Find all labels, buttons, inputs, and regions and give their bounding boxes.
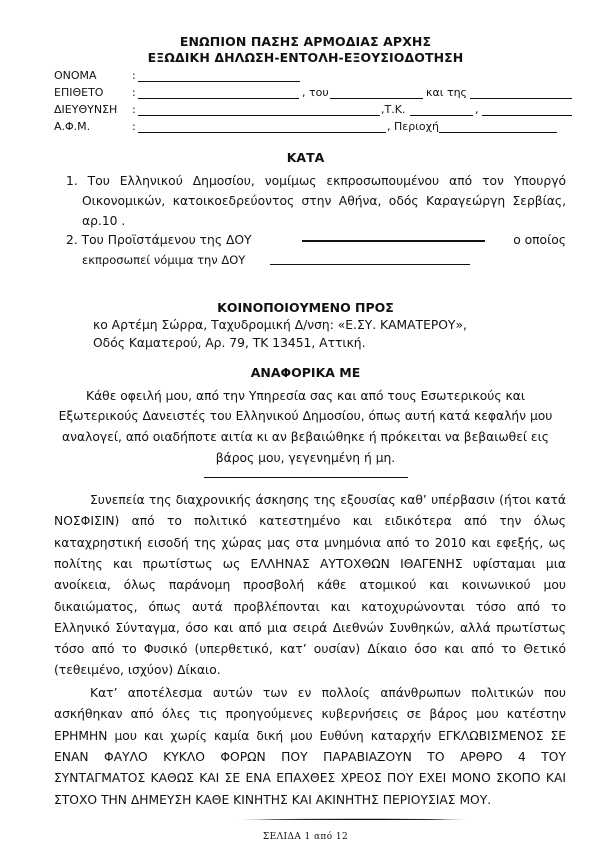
father-of-label: , του <box>302 86 329 99</box>
para2-line: Κατ’ αποτέλεσμα αυτών των εν πολλοίς απάνθρωπων πολιτικών που <box>90 686 566 700</box>
para2-line: ασκήθηκαν από όλες τις προηγούμενες κυβερνήσεις σε βάρος μου κατέστην <box>54 707 566 722</box>
father-name-blank[interactable] <box>330 86 423 99</box>
address-comma: , <box>475 103 479 116</box>
field-row-address <box>54 103 574 119</box>
doy-blank[interactable] <box>302 231 485 242</box>
anaforika-line4: βάρος μου, γεγενημένη ή μη. <box>215 451 396 465</box>
para1-line: πολίτης και πρωτίστως ως ΕΛΛΗΝΑΣ ΑΥΤΟΧΘΩΝ ΙΘΑΓΕΝΗΣ υφίσταμαι μια <box>54 556 566 571</box>
mother-name-blank[interactable] <box>470 86 572 99</box>
anaforika-line2: Εξωτερικούς Δανειστές του Ελληνικού Δημοσίου, όπως αυτή κατά κεφαλήν μου <box>58 409 553 423</box>
para1-line: (τεθειμένο, ισχύον) Δίκαιο. <box>54 663 221 678</box>
footer-decorative-rule <box>120 818 590 821</box>
tk-label: ,Τ.Κ. <box>381 103 406 116</box>
kata-item1-line2: Οικονομικών, κατοικοεδρεύοντος στην Αθήνα, οδός Καραγεώργη Σερβίας, <box>82 194 566 208</box>
name-colon: : <box>132 69 136 82</box>
kata-item1-line1: 1. Του Ελληνικού Δημοσίου, νομίμως εκπροσωπουμένου από τον Υπουργό <box>66 174 566 188</box>
mother-and-label: και της <box>426 86 468 99</box>
surname-blank[interactable] <box>138 86 299 99</box>
represented-doy-blank[interactable] <box>270 254 470 265</box>
afm-colon: : <box>132 120 136 133</box>
afm-label: Α.Φ.Μ. <box>54 120 91 133</box>
koinopoiisi-line2: Οδός Καματερού, Αρ. 79, ΤΚ 13451, Αττική. <box>93 336 366 350</box>
para2-line: ΣΤΟΧΟ ΤΗΝ ΔΗΜΕΥΣΗ ΚΑΘΕ ΚΙΝΗΤΗΣ ΚΑΙ ΑΚΙΝΗΤΗΣ ΠΕΡΙΟΥΣΙΑΣ ΜΟΥ. <box>54 792 492 807</box>
koinopoiisi-line1: κο Αρτέμη Σώρρα, Ταχυδρομική Δ/νση: «Ε.ΣΥ. ΚΑΜΑΤΕΡΟΥ», <box>93 318 467 332</box>
name-label: ΟΝΟΜΑ <box>54 69 97 82</box>
para1-line: ανοίκεια, όλως παράνομη προσβολή κάθε ατομικού και κοινωνικού μου <box>54 578 566 593</box>
para1-line: Συνεπεία της διαχρονικής άσκησης της εξουσίας καθ’ υπέρβασιν (ήτοι κατά <box>90 493 566 507</box>
para1-line: τόσο από το Φυσικό (υπερθετικό, κατ’ ουσίαν) Δίκαιο όσο και από το Θετικό <box>54 642 566 657</box>
surname-colon: : <box>132 86 136 99</box>
field-row-afm <box>54 120 574 136</box>
anaforika-heading: ΑΝΑΦΟΡΙΚΑ ΜΕ <box>250 365 361 380</box>
region-blank[interactable] <box>439 120 557 133</box>
kata-item2-line2: εκπροσωπεί νόμιμα την ΔΟΥ <box>82 253 246 267</box>
header-title-line2: ΕΞΩΔΙΚΗ ΔΗΛΩΣΗ-ΕΝΤΟΛΗ-ΕΞΟΥΣΙΟΔΟΤΗΣΗ <box>147 50 464 65</box>
para1-line: Ελληνικό Σύνταγμα, όσο και από μια σειρά Διεθνών Συνθηκών, αλλά πρωτίστως <box>54 620 566 635</box>
para2-line: ΕΝΑΝ ΦΑΥΛΟ ΚΥΚΛΟ ΦΟΡΩΝ ΠΟΥ ΠΑΡΑΒΙΑΖΟΥΝ ΤΟ ΑΡΘΡΟ 4 ΤΟΥ <box>54 749 566 764</box>
anaforika-line3: αναλογεί, από οιαδήποτε αιτία κι αν βεβαιώθηκε ή πρόκειται να βεβαιωθεί εις <box>62 430 549 444</box>
para1-line: καταχρηστική εισοδή της χώρας μας στα μνημόνια από το 2010 και εφεξής, ως <box>54 535 566 550</box>
field-row-name <box>54 69 574 85</box>
header-title-line1: ΕΝΩΠΙΟΝ ΠΑΣΗΣ ΑΡΜΟΔΙΑΣ ΑΡΧΗΣ <box>179 34 432 49</box>
kata-item2-line1a: 2. Του Προϊστάμενου της ΔΟΥ <box>66 233 252 247</box>
koinopoiisi-heading: ΚΟΙΝΟΠΟΙΟΥΜΕΝΟ ΠΡΟΣ <box>217 300 394 315</box>
para2-line: ΣΥΝΤΑΓΜΑΤΟΣ ΚΑΘΩΣ ΚΑΙ ΣΕ ΕΝΑ ΕΠΑΧΘΕΣ ΧΡΕΟΣ ΠΟΥ ΕΧΕΙ ΜΟΝΟ ΣΚΟΠΟ ΚΑΙ <box>54 771 566 786</box>
address-label: ΔΙΕΥΘΥΝΣΗ <box>54 103 118 116</box>
para2-line: ΕΡΗΜΗΝ μου και χωρίς καμία δική μου Ευθύνη καταρχήν ΕΓΚΛΩΒΙΣΜΕΝΟΣ ΣΕ <box>54 728 566 743</box>
kata-item2-line1b: ο οποίος <box>513 233 566 247</box>
afm-blank[interactable] <box>138 120 386 133</box>
kata-heading: ΚΑΤΑ <box>286 150 325 165</box>
page-number: ΣΕΛΙΔΑ 1 από 12 <box>262 832 349 842</box>
name-blank[interactable] <box>138 69 300 82</box>
address-blank[interactable] <box>138 103 380 116</box>
anaforika-line1: Κάθε οφειλή μου, από την Υπηρεσία σας και από τους Εσωτερικούς και <box>86 389 525 403</box>
kata-item1-line3: αρ.10 . <box>82 214 126 228</box>
section-separator <box>204 477 408 478</box>
surname-label: ΕΠΙΘΕΤΟ <box>54 86 104 99</box>
para1-line: δικαιώματος, όπως αυτά προβλέπονται και κατοχυρώνονται τόσο από το <box>54 599 566 614</box>
tk-blank[interactable] <box>410 103 473 116</box>
region-label: , Περιοχή <box>387 120 439 133</box>
para1-line: ΝΟΣΦΙΣΙΝ) από το πολιτικό κατεστημένο και ειδικότερα από την όλως <box>54 514 566 529</box>
address-colon: : <box>132 103 136 116</box>
field-row-surname <box>54 86 574 102</box>
city-blank[interactable] <box>482 103 572 116</box>
